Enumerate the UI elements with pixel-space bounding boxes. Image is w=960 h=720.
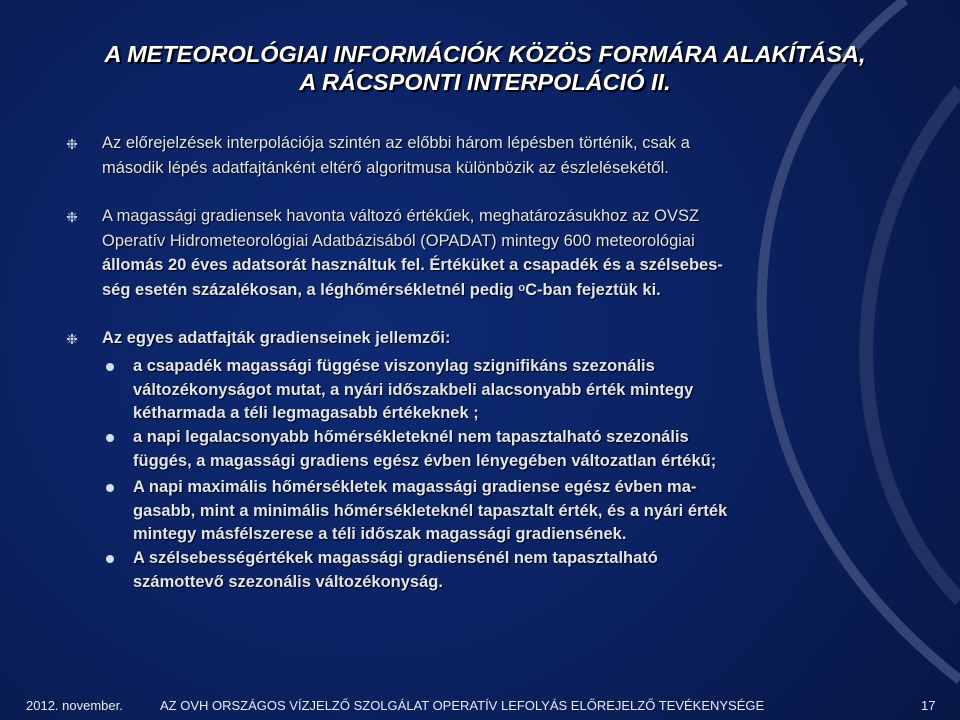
page-number: 17 [921, 698, 936, 713]
round-bullet-icon [106, 484, 114, 492]
bullet-paragraph-2 [102, 204, 837, 302]
footer-organization: AZ OVH ORSZÁGOS VÍZJELZŐ SZOLGÁLAT OPERATÍV LEFOLYÁS ELŐREJELZŐ TEVÉKENYSÉGE [160, 698, 765, 713]
bullet-3-line-1: Az egyes adatfajták gradienseinek jellemzői: [102, 329, 451, 347]
round-bullet-icon [106, 434, 114, 442]
wingding-bullet-icon: ❉ [66, 136, 78, 152]
sub-bullet-1-line-1: a csapadék magassági függése viszonylag szignifikáns szezonális [133, 357, 655, 375]
round-bullet-icon [106, 555, 114, 563]
sub-bullet-3 [133, 476, 833, 547]
round-bullet-icon [106, 363, 114, 371]
sub-bullet-3-line-1: A napi maximális hőmérsékletek magassági gradiense egész évben ma- [133, 478, 697, 496]
sub-bullet-2 [133, 426, 833, 473]
bullet-2-line-2: Operatív Hidrometeorológiai Adatbázisából (OPADAT) mintegy 600 meteorológiai [102, 231, 695, 250]
slide-title-line-1: A METEOROLÓGIAI INFORMÁCIÓK KÖZÖS FORMÁRA ALAKÍTÁSA, [104, 41, 866, 67]
sub-bullet-1-line-2: változékonyságot mutat, a nyári időszakbeli alacsonyabb érték mintegy [133, 380, 694, 399]
bullet-2-line-3: állomás 20 éves adatsorát használtuk fel. Értéküket a csapadék és a szélsebes- [102, 256, 723, 274]
sub-bullet-4-line-1: A szélsebességértékek magassági gradiensénél nem tapasztalható [133, 549, 658, 567]
slide-title-line-2: A RÁCSPONTI INTERPOLÁCIÓ II. [299, 69, 671, 95]
bullet-1-line-2: második lépés adatfajtánként eltérő algoritmusa különbözik az észlelésekétől. [102, 158, 669, 177]
sub-bullet-4-line-2: számottevő szezonális változékonyság. [133, 572, 443, 591]
bullet-paragraph-1 [102, 131, 837, 180]
bullet-1-line-1: Az előrejelzések interpolációja szintén az előbbi három lépésben történik, csak a [102, 134, 690, 152]
sub-bullet-3-line-3: mintegy másfélszerese a téli időszak magassági gradiensének. [133, 525, 627, 543]
sub-bullet-2-line-2: függés, a magassági gradiens egész évben lényegében változatlan értékű; [133, 451, 717, 470]
degree-superscript: o [518, 281, 526, 294]
sub-bullet-2-line-1: a napi legalacsonyabb hőmérsékleteknél nem tapasztalható szezonális [133, 428, 689, 446]
wingding-bullet-icon: ❉ [66, 209, 78, 225]
bullet-2-line-1: A magassági gradiensek havonta változó értékűek, meghatározásukhoz az OVSZ [102, 207, 700, 225]
sub-bullet-1 [133, 355, 833, 426]
wingding-bullet-icon: ❉ [66, 331, 78, 347]
bullet-2-line-4-end: C-ban fejeztük ki. [525, 280, 661, 299]
sub-bullet-1-line-3: kétharmada a téli legmagasabb értékeknek ; [133, 404, 479, 422]
footer-date: 2012. november. [26, 698, 123, 713]
bullet-paragraph-3 [102, 326, 837, 351]
bullet-2-line-4 [102, 278, 837, 303]
sub-bullet-3-line-2: gasabb, mint a minimális hőmérsékleteknél tapasztalt érték, és a nyári érték [133, 501, 728, 520]
sub-bullet-4 [133, 547, 833, 594]
bullet-2-line-4-text: ség esetén százalékosan, a léghőmérsékletnél pedig [102, 280, 519, 299]
